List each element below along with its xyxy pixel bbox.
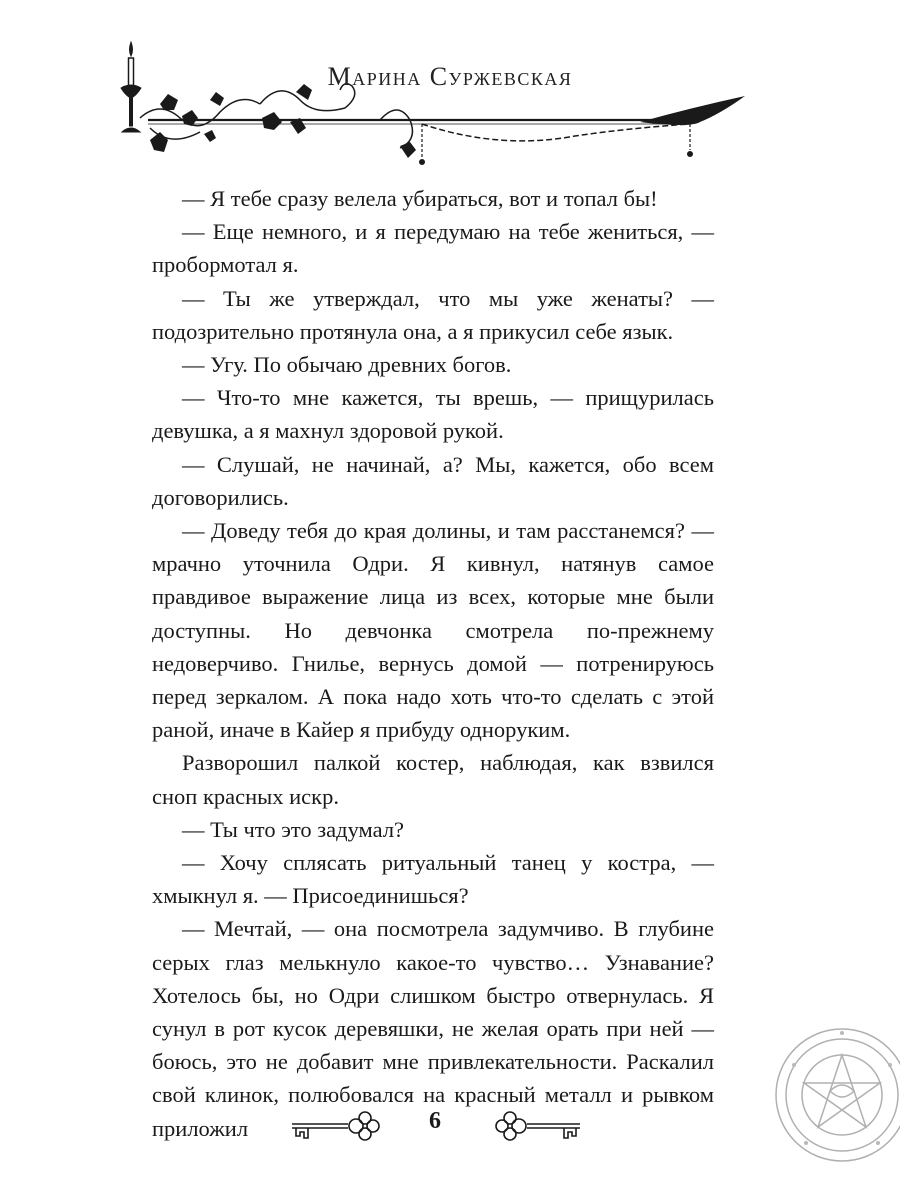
quill-icon <box>640 96 745 125</box>
candle-icon <box>121 42 141 132</box>
author-name: Марина Суржевская <box>327 62 573 91</box>
page-header <box>0 0 900 180</box>
key-icon-right <box>496 1112 580 1140</box>
paragraph: — Угу. По обычаю древних богов. <box>182 352 512 378</box>
paragraph: — Еще немного, и я передумаю на тебе жениться, — пробормотал я. <box>152 219 714 278</box>
paragraph: — Мечтай, — она посмотрела задумчиво. В глубине серых глаз мелькнуло какое-то чувство… Узнавание? Хотелось бы, но Одри слишком быстро отвернулась. Я сунул в рот кусок деревяшки, не желая орать при ней — боюсь, это не добавит мне привлекательности. Раскалил свой клинок, полюбовался на красный металл и рывком приложил <box>152 916 714 1141</box>
paragraph: — Хочу сплясать ритуальный танец у костра, — хмыкнул я. — Присоединишься? <box>152 850 714 909</box>
key-icon-left <box>292 1112 379 1140</box>
pentagram-seal-icon <box>770 1005 900 1185</box>
page-number: 6 <box>429 1108 441 1134</box>
paragraph: — Что-то мне кажется, ты врешь, — прищурилась девушка, а я махнул здоровой рукой. <box>152 385 714 444</box>
paragraph: — Я тебе сразу велела убираться, вот и топал бы! <box>182 186 658 211</box>
body-text <box>152 182 714 1145</box>
paragraph: — Ты же утверждал, что мы уже женаты? — подозрительно протянула она, а я прикусил себе язык. <box>152 285 714 344</box>
paragraph: Разворошил палкой костер, наблюдая, как взвился сноп красных искр. <box>152 750 714 809</box>
paragraph: — Слушай, не начинай, а? Мы, кажется, обо всем договорились. <box>152 451 714 510</box>
paragraph: — Ты что это задумал? <box>182 816 405 842</box>
paragraph: — Доведу тебя до края долины, и там расстанемся? — мрачно уточнила Одри. Я кивнул, натянув самое правдивое выражение лица из всех, которые мне были доступны. Но девчонка смотрела по-прежнему недоверчиво. Гнилье, вернусь домой — потренируюсь перед зеркалом. А пока надо хоть что-то сделать с этой раной, иначе в Кайер я прибуду одноруким. <box>152 518 714 743</box>
